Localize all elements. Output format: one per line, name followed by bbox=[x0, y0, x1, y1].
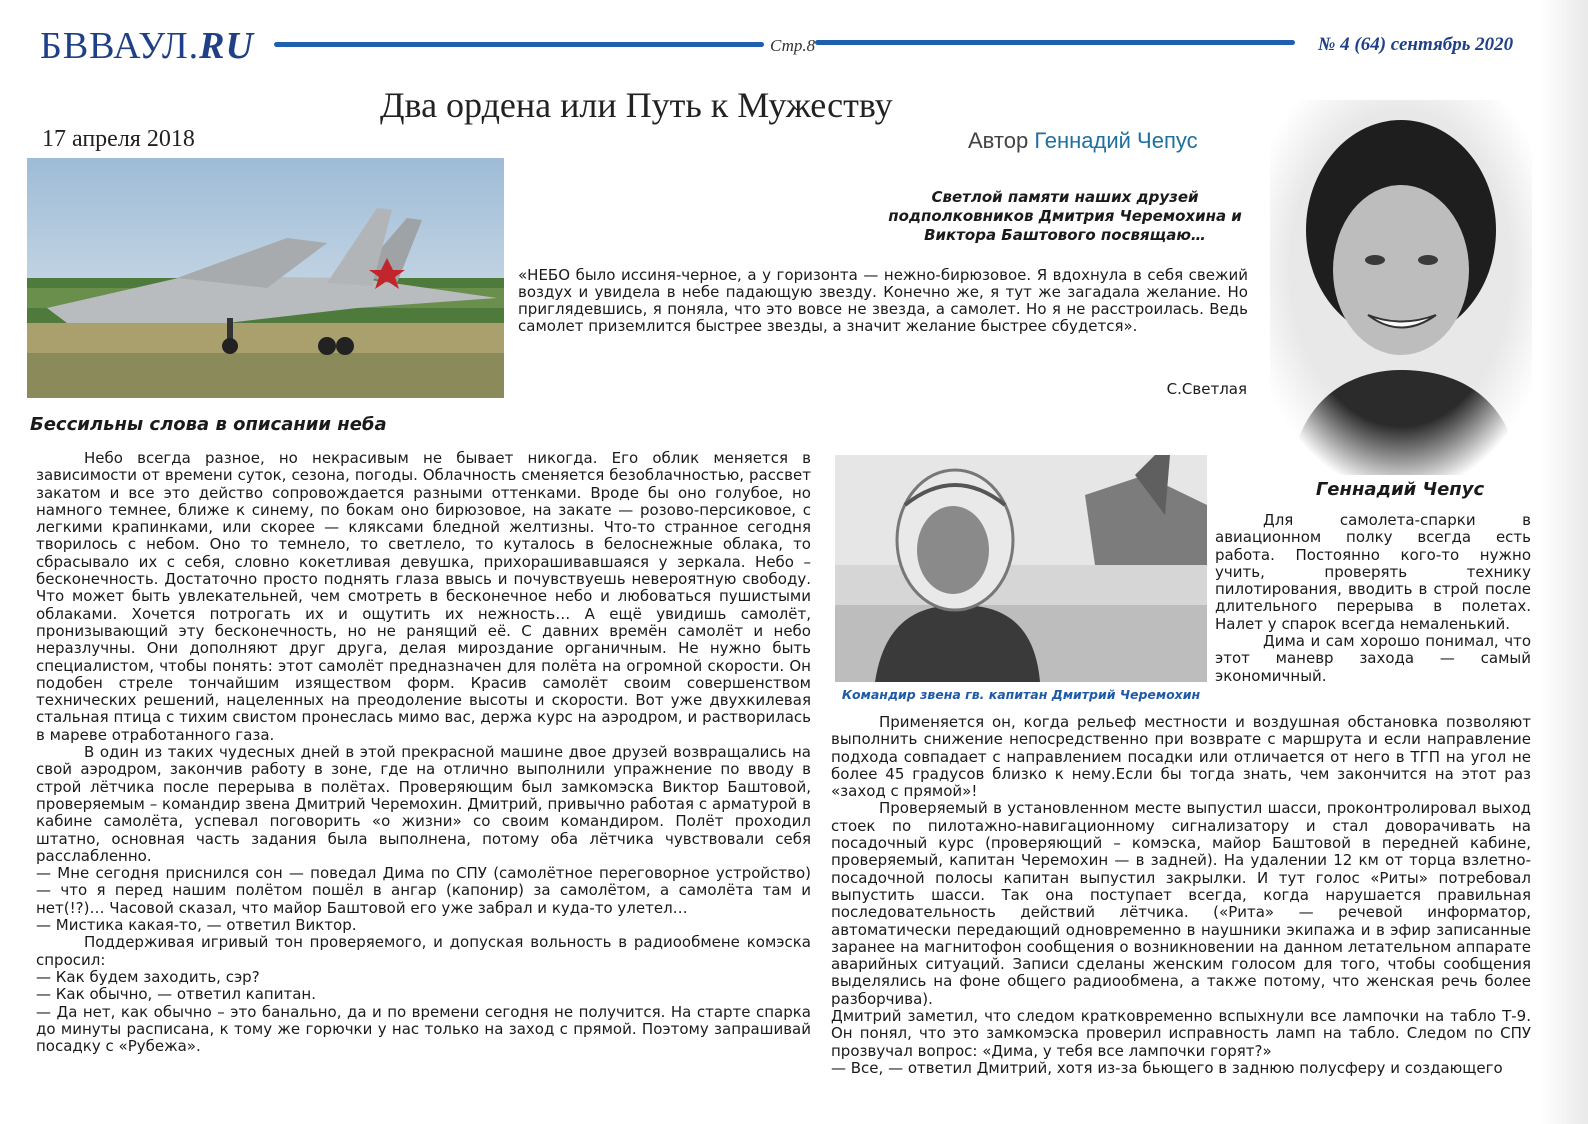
paragraph: Применяется он, когда рельеф местности и воздушная обстановка позволяют выполнить снижение непосредственно при возврате с маршрута и если направление подхода совпадает с направлением посадки или отличается от него в ТГП на угол не более 45 градусов близко к нему.Если бы тогда знать, чем закончится на этот раз «заход с прямой»! bbox=[831, 713, 1531, 801]
paragraph: — Как будем заходить, сэр? bbox=[36, 967, 260, 986]
portrait-caption: Геннадий Чепус bbox=[1315, 479, 1485, 500]
paragraph: — Мне сегодня приснился сон — поведал Дима по СПУ (самолётное переговорное устройство) — что я перед нашим полётом пошёл в ангар (капонир) за самолётом, а самолёта там и нет(!?)… Часовой сказал, что майор Баштовой его уже забрал и куда-то улетел… bbox=[36, 864, 811, 917]
left-column-text bbox=[36, 450, 811, 1055]
pilot-photo-caption: Командир звена гв. капитан Дмитрий Черемохин bbox=[841, 687, 1201, 702]
article-date: 17 апреля 2018 bbox=[42, 126, 195, 152]
paragraph: — Мистика какая-то, — ответил Виктор. bbox=[36, 916, 357, 935]
site-logo: БВВАУЛ.RU bbox=[40, 25, 254, 67]
header-rule-right bbox=[815, 40, 1295, 45]
header-rule-left bbox=[274, 42, 764, 47]
dedication-text: Светлой памяти наших друзей подполковников Дмитрия Черемохина и Виктора Баштового посвящаю… bbox=[888, 188, 1242, 244]
paragraph: Для самолета-спарки в авиационном полку всегда есть работа. Постоянно кого-то нужно учить, проверять технику пилотирования, вводить в строй после длительного перерыва в полетах. Налет у спарок всегда немаленький. bbox=[1215, 511, 1531, 633]
section-heading: Бессильны слова в описании неба bbox=[30, 414, 387, 435]
author-portrait-photo bbox=[1270, 100, 1532, 475]
article-author: Автор Геннадий Чепус bbox=[968, 128, 1198, 153]
jet-photo-illustration bbox=[27, 158, 504, 398]
paragraph: Проверяемый в установленном месте выпустил шасси, проконтролировал выход стоек по пилотажно-навигационному сигнализатору и стал доворачивать на посадочный курс (проверяющий – комэска, майор Баштовой в передней кабине, проверяемый, капитан Черемохин — в задней). На удалении 12 км от торца взлетно-посадочной полосы капитан выпустил закрылки. И тут голос «Риты» потребовал выпустить шасси. Так она поступает всегда, когда нарушается правильная последовательность действий лётчика. («Рита» — речевой информатор, автоматически передающий одновременно в наушники экипажа и в эфир записанные заранее на магнитофон сообщения о возникновении на данном летательном аппарате аварийных ситуаций. Записи сделаны женским голосом для того, чтобы сообщения выделялись на фоне общего радиообмена, а также потому, что женская речь более разборчива). bbox=[831, 799, 1531, 1008]
epigraph-author: С.Светлая bbox=[1166, 380, 1247, 398]
paragraph: Поддерживая игривый тон проверяемого, и допуская вольность в радиообмене комэска спросил: bbox=[36, 933, 811, 969]
paragraph: — Да нет, как обычно – это банально, да и по времени сегодня не получится. На старте спарка до минуты расписана, к тому же горючки у нас только на заход с прямой. Поэтому запрашивай посадку с «Рубежа». bbox=[36, 1002, 811, 1056]
page-number: Стр.8 bbox=[770, 36, 816, 55]
paragraph: — Как обычно, — ответил капитан. bbox=[36, 985, 316, 1004]
paragraph: В один из таких чудесных дней в этой прекрасной машине двое друзей возвращались на свой аэродром, закончив работу в зоне, где на отлично выполнили упражнение по вводу в строй лётчика после перерыва в полётах. Проверяющим был замкомэска Виктор Баштовой, проверяемым – командир звена Дмитрий Черемохин. Дмитрий, привычно работая с арматурой в кабине самолёта, успевал поговорить «о жизни» со своим командиром. Полёт проходил штатно, основная часть задания была выполнена, потому оба лётчика чувствовали себя расслабленно. bbox=[36, 743, 811, 865]
right-column-text bbox=[831, 714, 1531, 1077]
narrow-column-text bbox=[1215, 512, 1531, 685]
issue-info: № 4 (64) сентябрь 2020 bbox=[1318, 34, 1514, 55]
epigraph-quote: «НЕБО было иссиня-черное, а у горизонта — нежно-бирюзовое. Я вдохнула в себя свежий воздух и увидела в небе падающую звезду. Конечно же, я тут же загадала желание. Но приглядевшись, я поняла, что это вовсе не звезда, а самолет. Но я не расстроилась. Ведь самолет приземлится быстрее звезды, а значит желание быстрее сбудется». bbox=[518, 266, 1248, 335]
paragraph: Дмитрий заметил, что следом кратковременно вспыхнули все лампочки на табло Т-9. Он понял, что это замкомэска проверил исправность ламп на табло. Следом по СПУ прозвучал вопрос: «Дима, у тебя все лампочки горят?» bbox=[831, 1007, 1531, 1060]
paragraph: — Все, — ответил Дмитрий, хотя из-за бьющего в заднюю полусферу и создающего bbox=[831, 1058, 1503, 1077]
article-title: Два ордена или Путь к Мужеству bbox=[380, 85, 893, 125]
page-edge-shade bbox=[1540, 0, 1588, 1124]
pilot-photo bbox=[835, 455, 1207, 682]
paragraph: Дима и сам хорошо понимал, что этот маневр захода — самый экономичный. bbox=[1215, 632, 1531, 685]
paragraph: Небо всегда разное, но некрасивым не бывает никогда. Его облик меняется в зависимости от времени суток, сезона, погоды. Облачность сменяется безоблачностью, рассвет закатом и все это действо сопровождается разными оттенками. Вроде бы оно голубое, но намного темнее, ближе к синему, по бокам оно бирюзовое, на закате — розово-персиковое, с легкими крапинками, или скорее — кляксами бледной желтизны. Что-то странное сегодня творилось с небом. Оно то темнело, то светлело, то куталось в белоснежные облака, то сбрасывало их с себя, словно кокетливая девушка, прихорашивавшаяся у зеркала. Небо – бесконечность. Достаточно просто поднять глаза ввысь и почувствуешь невероятную свободу. Что может быть увлекательней, чем смотреть в бесконечное небо и любоваться пушистыми облаками. Хочется потрогать их и ощутить их нежность… А ещё увидишь самолёт, пронизывающий эту бесконечность, но не ранящий её. С давних времён самолёт и небо неразлучны. Они дополняют друг друга, делая мироздание органичным. Не нужно быть специалистом, чтобы понять: этот самолёт предназначен для полёта на огромной скорости. Он подобен стреле тончайшим изяществом форм. Красив самолёт своим совершенством технических решений, нацеленных на преодоление высоты и скорости. Вот уже двухкилевая стальная птица с тихим свистом пронеслась мимо вас, держа курс на аэродром, и растворилась в мареве отработанного газа. bbox=[36, 449, 811, 744]
mig25-jet-photo bbox=[27, 158, 504, 398]
